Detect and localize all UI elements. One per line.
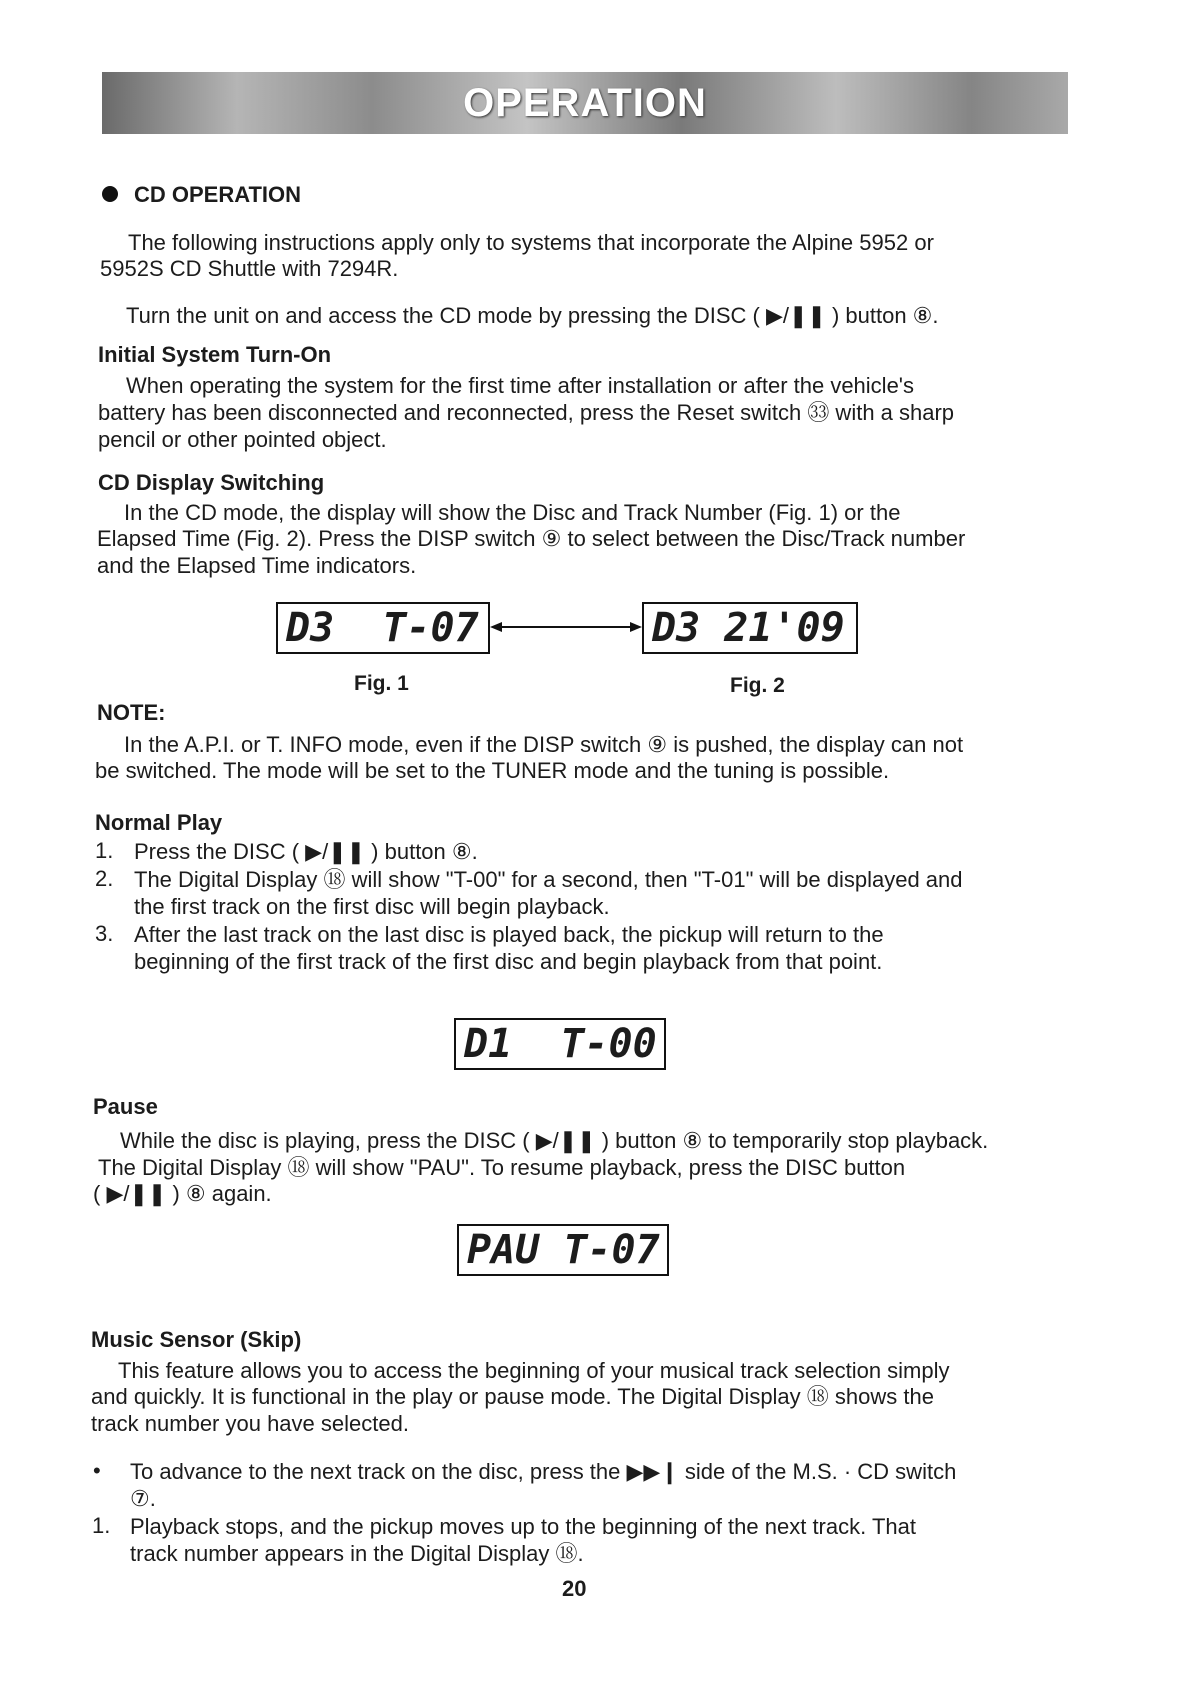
fig2-lcd-display: D3 21'09	[642, 602, 858, 654]
operation-banner	[102, 72, 1068, 134]
initial-line-3: pencil or other pointed object.	[98, 427, 387, 452]
display-switching-line-1: In the CD mode, the display will show the Disc and Track Number (Fig. 1) or the	[124, 500, 901, 525]
list-item-number: 1.	[92, 1513, 111, 1538]
pause-line-3: ( ▶/❚❚ ) ⑧ again.	[93, 1181, 272, 1206]
pause-heading: Pause	[93, 1094, 158, 1119]
turn-on-text: Turn the unit on and access the CD mode by pressing the DISC ( ▶/❚❚ ) button ⑧.	[126, 303, 939, 328]
list-item-number: 1.	[95, 838, 114, 863]
note-line-1: In the A.P.I. or T. INFO mode, even if the DISP switch ⑨ is pushed, the display can not	[124, 732, 964, 757]
bidirectional-arrow-icon	[490, 621, 642, 633]
list-item-number: 2.	[95, 866, 114, 891]
initial-line-2: battery has been disconnected and reconnected, press the Reset switch ㉝ with a sharp	[98, 400, 955, 425]
music-sensor-step-line-1: Playback stops, and the pickup moves up to the beginning of the next track. That	[130, 1514, 916, 1539]
display-switching-heading: CD Display Switching	[98, 470, 325, 495]
list-item-continuation: beginning of the first track of the first disc and begin playback from that point.	[134, 949, 883, 974]
fig1-caption: Fig. 1	[354, 672, 409, 695]
music-sensor-bullet-line-1: To advance to the next track on the disc, press the ▶▶❙ side of the M.S. · CD switch	[130, 1459, 957, 1484]
pause-line-1: While the disc is playing, press the DISC ( ▶/❚❚ ) button ⑧ to temporarily stop playback.	[120, 1128, 989, 1153]
list-item-continuation: the first track on the first disc will begin playback.	[134, 894, 610, 919]
cd-operation-heading: CD OPERATION	[134, 182, 302, 207]
bullet-marker: •	[93, 1458, 101, 1483]
fig2-caption: Fig. 2	[730, 674, 785, 697]
music-sensor-step-line-2: track number appears in the Digital Display ⑱.	[130, 1541, 584, 1566]
list-item-number: 3.	[95, 921, 114, 946]
bullet-dot-icon	[102, 186, 118, 202]
display-switching-line-3: and the Elapsed Time indicators.	[97, 553, 417, 578]
note-line-2: be switched. The mode will be set to the TUNER mode and the tuning is possible.	[95, 758, 890, 783]
banner-title: OPERATION	[463, 80, 707, 125]
normal-play-lcd-display: D1 T-00	[454, 1018, 666, 1070]
initial-heading: Initial System Turn-On	[98, 342, 332, 367]
list-item: Press the DISC ( ▶/❚❚ ) button ⑧.	[134, 839, 478, 864]
pause-lcd-display: PAU T-07	[457, 1224, 669, 1276]
pause-line-2: The Digital Display ⑱ will show "PAU". To resume playback, press the DISC button	[98, 1155, 906, 1180]
music-sensor-line-3: track number you have selected.	[91, 1411, 409, 1436]
fig1-lcd-display: D3 T-07	[276, 602, 490, 654]
music-sensor-bullet-line-2: ⑦.	[130, 1486, 156, 1511]
intro-line-2: 5952S CD Shuttle with 7294R.	[100, 256, 399, 281]
music-sensor-heading: Music Sensor (Skip)	[91, 1327, 302, 1352]
note-heading: NOTE:	[97, 700, 166, 725]
intro-line-1: The following instructions apply only to systems that incorporate the Alpine 5952 or	[128, 230, 934, 255]
list-item: The Digital Display ⑱ will show "T-00" for a second, then "T-01" will be displayed and	[134, 867, 963, 892]
normal-play-heading: Normal Play	[95, 810, 223, 835]
music-sensor-line-2: and quickly. It is functional in the play or pause mode. The Digital Display ⑱ shows the	[91, 1384, 934, 1409]
page-number: 20	[562, 1576, 587, 1601]
initial-line-1: When operating the system for the first time after installation or after the vehicle's	[126, 373, 915, 398]
display-switching-line-2: Elapsed Time (Fig. 2). Press the DISP switch ⑨ to select between the Disc/Track number	[97, 526, 966, 551]
list-item: After the last track on the last disc is played back, the pickup will return to the	[134, 922, 884, 947]
music-sensor-line-1: This feature allows you to access the beginning of your musical track selection simply	[118, 1358, 950, 1383]
